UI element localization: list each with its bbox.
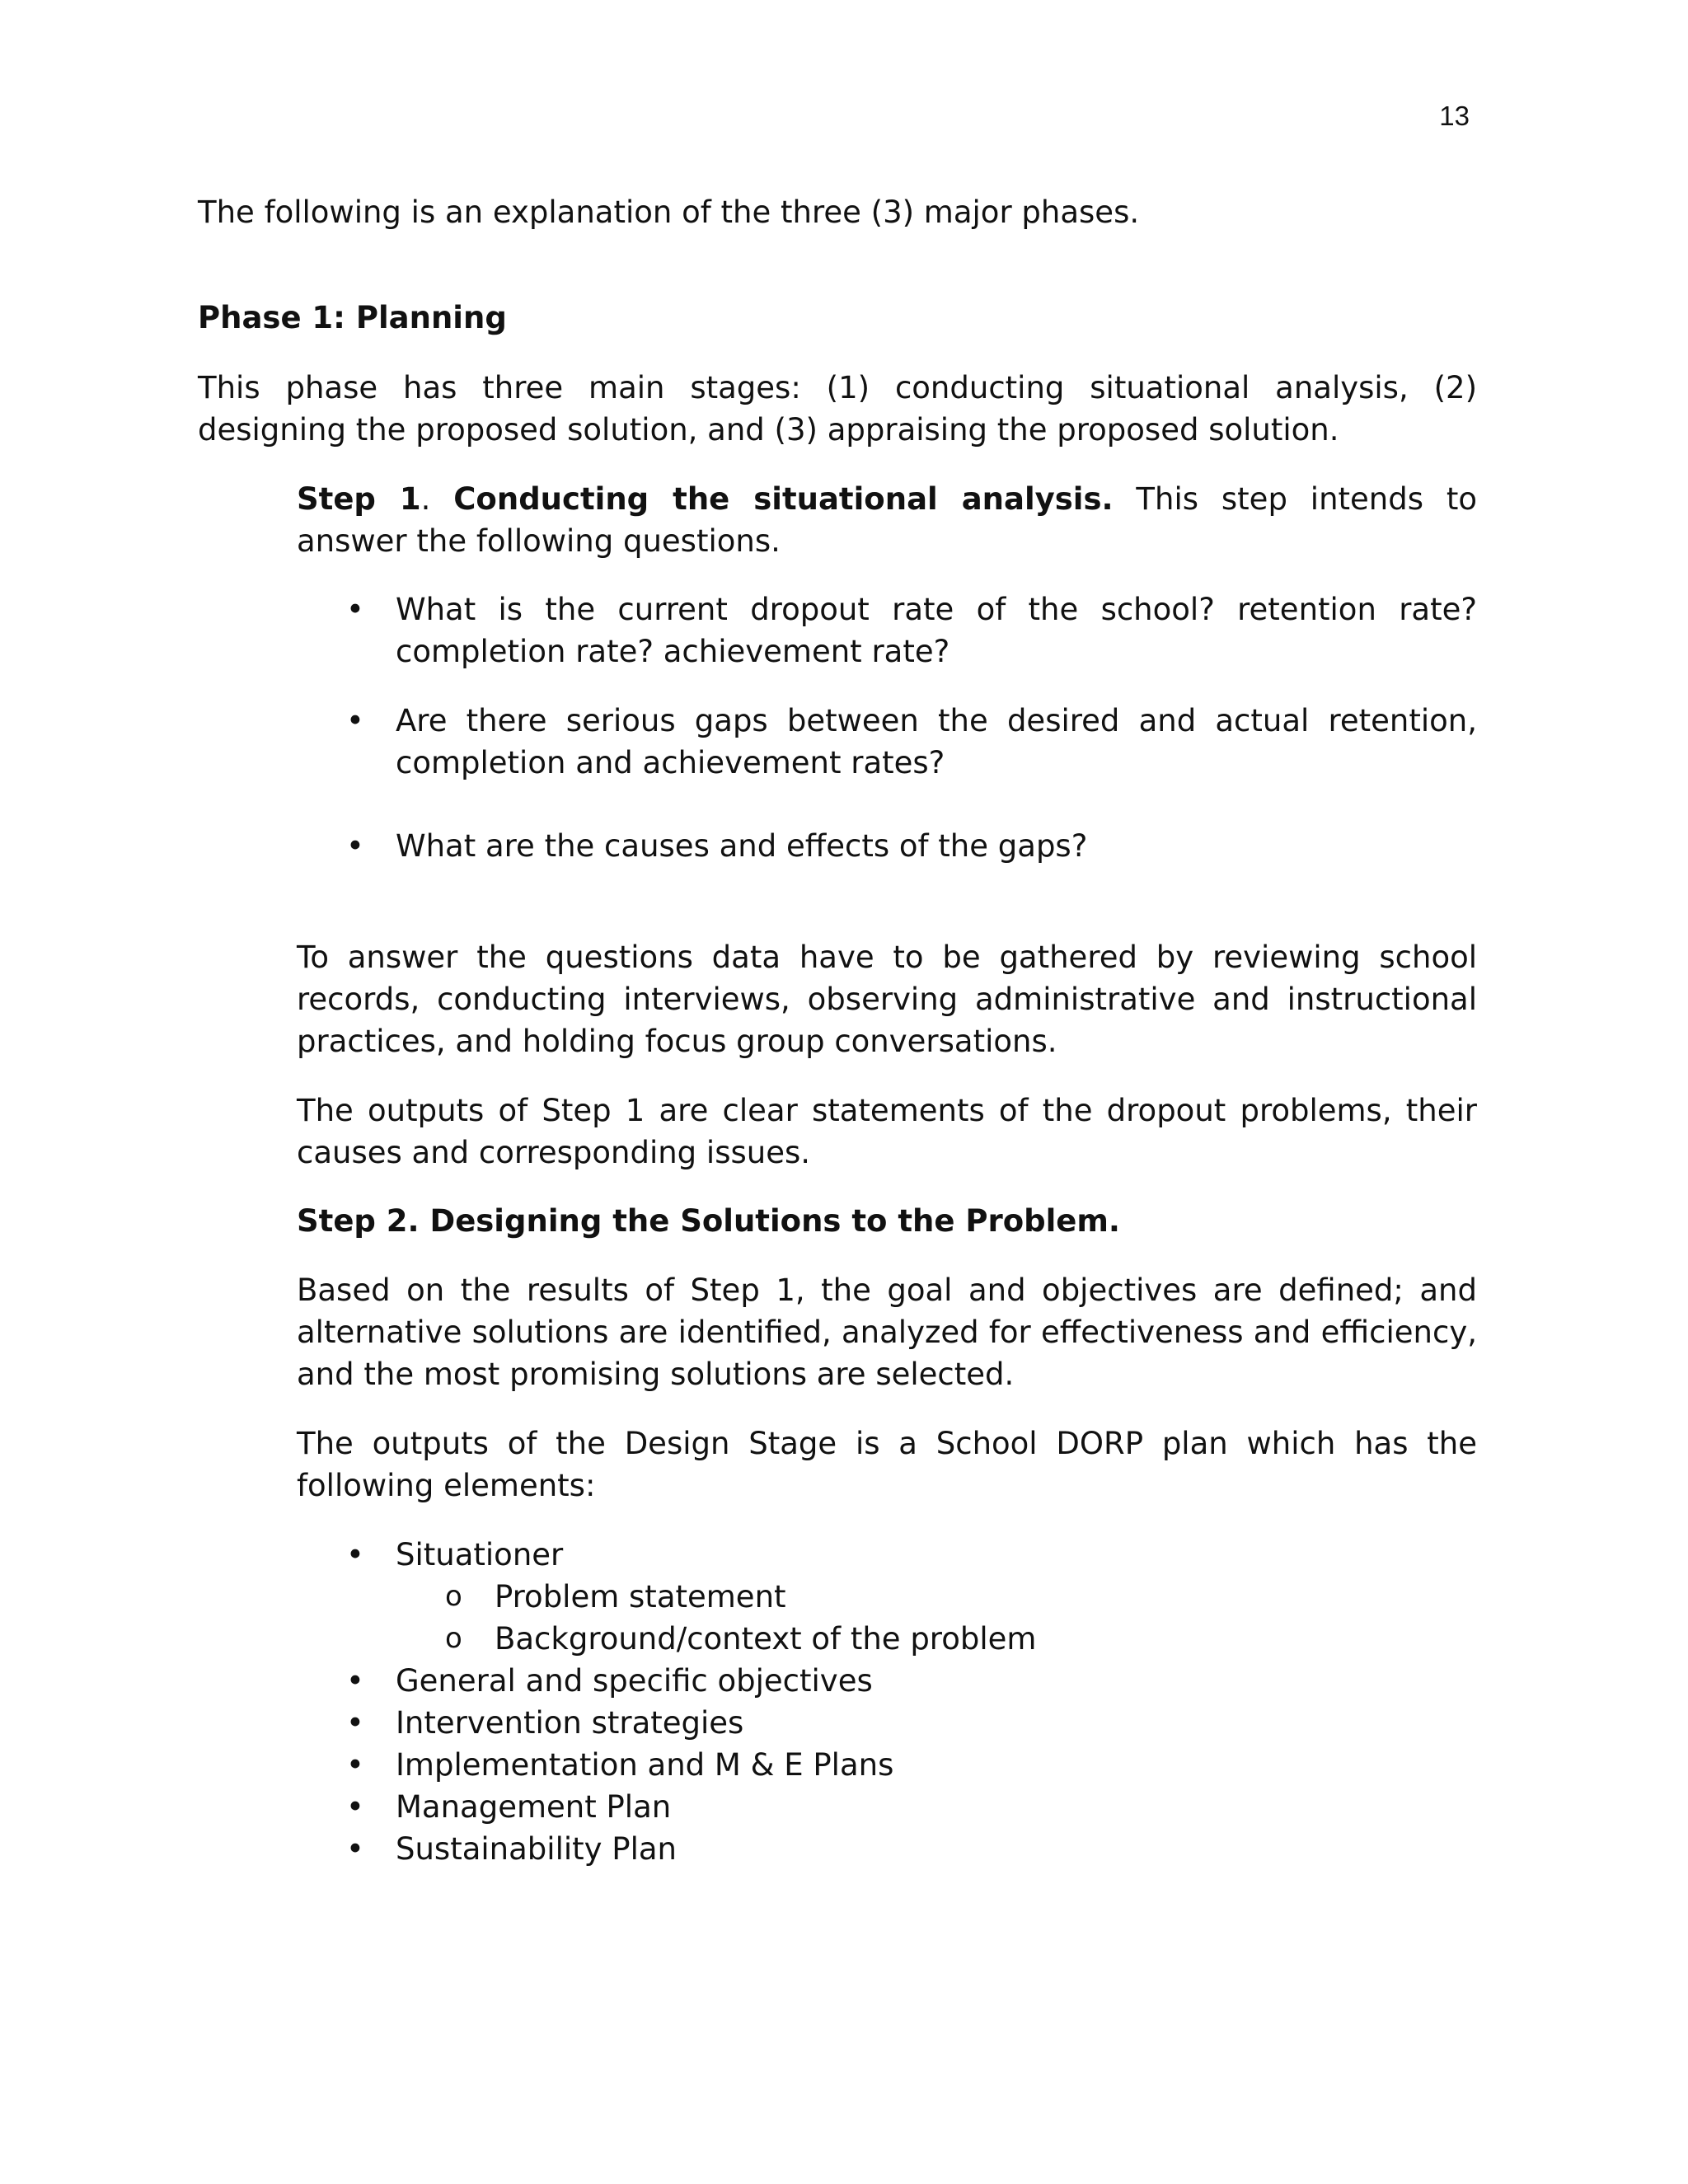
list-item	[297, 1828, 1477, 1870]
list-item	[297, 1786, 1477, 1828]
step1-question-list	[297, 588, 1477, 867]
question-item	[297, 700, 1477, 784]
bullet-marker: •	[346, 1789, 364, 1825]
step2-paragraph: Based on the results of Step 1, the goal and objectives are defined; and alternative solutions are identified, analyzed for effectiveness and efficiency, and the most promising solutions are selected.	[297, 1272, 1477, 1392]
list-item	[297, 1702, 1477, 1744]
step1-outputs-paragraph: The outputs of Step 1 are clear statements of the dropout problems, their causes and corresponding issues.	[297, 1093, 1477, 1170]
bullet-marker: •	[346, 828, 364, 864]
phase1-description: This phase has three main stages: (1) conducting situational analysis, (2) designing the proposed solution, and (3) appraising the proposed solution.	[198, 370, 1477, 448]
sub-element-text: Problem statement	[495, 1579, 786, 1615]
bullet-marker: •	[346, 592, 364, 627]
question-text: Are there serious gaps between the desired and actual retention, completion and achievement rates?	[396, 703, 1477, 780]
intro-paragraph: The following is an explanation of the three (3) major phases.	[198, 194, 1140, 230]
bullet-marker: •	[346, 1705, 364, 1741]
bullet-marker: •	[346, 703, 364, 738]
bullet-marker: •	[346, 1747, 364, 1783]
phase1-heading: Phase 1: Planning	[198, 300, 507, 335]
sub-list-item	[396, 1618, 1477, 1660]
question-text: What are the causes and effects of the gaps?	[396, 828, 1088, 864]
sub-bullet-marker: o	[445, 1580, 462, 1613]
question-item	[297, 588, 1477, 673]
bullet-marker: •	[346, 1831, 364, 1867]
element-text: Management Plan	[396, 1789, 672, 1825]
page-number: 13	[1439, 101, 1470, 131]
step2-outputs-paragraph: The outputs of the Design Stage is a School DORP plan which has the following elements:	[297, 1426, 1477, 1503]
step1-label: Step 1	[297, 481, 421, 517]
element-text: Implementation and M & E Plans	[396, 1747, 894, 1783]
question-item	[297, 825, 1477, 867]
page-content	[198, 191, 1477, 1870]
element-text: General and specific objectives	[396, 1663, 873, 1699]
step2-heading: Step 2. Designing the Solutions to the Problem.	[297, 1203, 1120, 1239]
step1-gathering-paragraph: To answer the questions data have to be gathered by reviewing school records, conducting interviews, observing administrative and instructional practices, and holding focus group conversations.	[297, 940, 1477, 1059]
step1-title: Conducting the situational analysis.	[453, 481, 1114, 517]
question-text: What is the current dropout rate of the school? retention rate? completion rate? achievement rate?	[396, 592, 1477, 669]
plan-elements-list	[297, 1534, 1477, 1870]
list-item	[297, 1660, 1477, 1702]
step1-text: This step intends to answer the following questions.	[297, 481, 1478, 559]
situationer-sub-list	[396, 1576, 1477, 1660]
list-item	[297, 1744, 1477, 1786]
step1-separator: .	[420, 481, 431, 517]
list-item	[297, 1534, 1477, 1660]
bullet-marker: •	[346, 1537, 364, 1572]
element-text: Situationer	[396, 1537, 564, 1572]
element-text: Sustainability Plan	[396, 1831, 678, 1867]
step1-paragraph	[297, 478, 1477, 562]
sub-element-text: Background/context of the problem	[495, 1621, 1037, 1657]
sub-list-item	[396, 1576, 1477, 1618]
element-text: Intervention strategies	[396, 1705, 744, 1741]
bullet-marker: •	[346, 1663, 364, 1699]
sub-bullet-marker: o	[445, 1622, 462, 1655]
